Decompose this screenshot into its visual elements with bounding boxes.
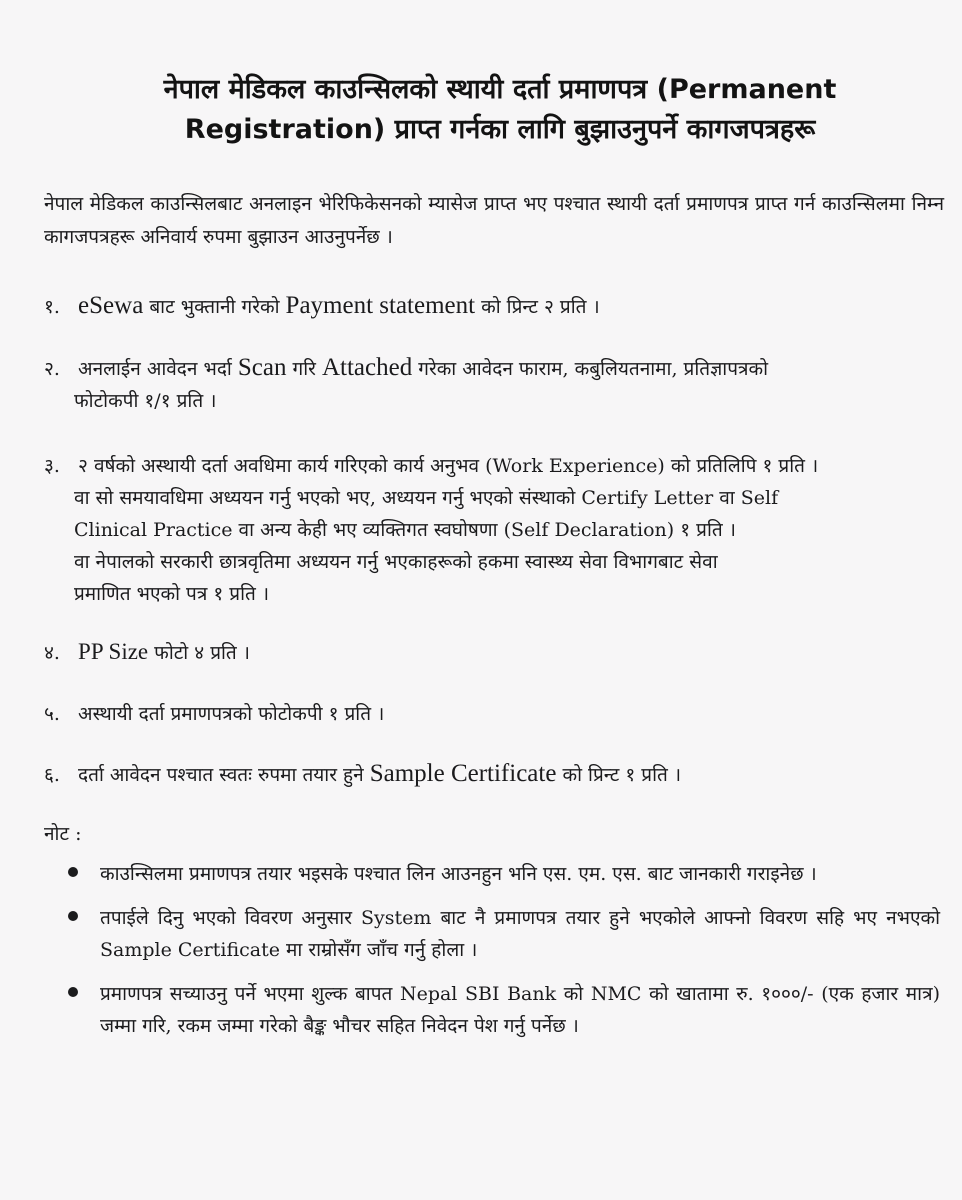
item-text: अनलाईन आवेदन भर्दा	[78, 358, 238, 380]
item-number: २.	[44, 358, 60, 380]
note-text: काउन्सिलमा प्रमाणपत्र तयार भइसके पश्चात लिन आउनहुन भनि एस. एम. एस. बाट जानकारी गराइनेछ ।	[100, 863, 817, 885]
title-line-1: नेपाल मेडिकल काउन्सिलको स्थायी दर्ता प्रमाणपत्र (Permanent	[163, 74, 837, 105]
item-text-en: PP Size	[78, 639, 149, 664]
item-text: फोटोकपी १/१ प्रति ।	[74, 390, 217, 412]
item-text: को प्रिन्ट २ प्रति ।	[475, 296, 600, 318]
item-text: दर्ता आवेदन पश्चात स्वतः रुपमा तयार हुने	[78, 764, 370, 786]
title-line-2: Registration) प्राप्त गर्नका लागि बुझाउनुपर्ने कागजपत्रहरू	[184, 114, 816, 145]
list-item-6	[44, 758, 949, 791]
item-text-en: Scan	[237, 354, 287, 381]
item-text: Clinical Practice वा अन्य केही भए व्यक्तिगत स्वघोषणा (Self Declaration) १ प्रति ।	[74, 519, 736, 541]
item-number: ६.	[44, 764, 60, 786]
list-item-3	[44, 450, 949, 610]
list-item-2	[44, 352, 949, 417]
list-item-5	[44, 698, 949, 730]
note-list	[68, 858, 940, 1054]
list-item-4	[44, 636, 949, 669]
bullet-icon	[68, 867, 78, 877]
item-text-en: Sample Certificate	[369, 760, 557, 787]
item-text: वा नेपालको सरकारी छात्रवृतिमा अध्ययन गर्नु भएकाहरूको हकमा स्वास्थ्य सेवा विभागबाट सेवा	[74, 551, 718, 573]
note-item	[68, 858, 940, 890]
item-text: २ वर्षको अस्थायी दर्ता अवधिमा कार्य गरिएको कार्य अनुभव (Work Experience) को प्रतिलिपि १ प्रति ।	[78, 455, 819, 477]
item-text: को प्रिन्ट १ प्रति ।	[556, 764, 682, 786]
item-number: ५.	[44, 703, 60, 725]
item-number: १.	[44, 296, 60, 318]
bullet-icon	[68, 987, 78, 997]
item-number: ४.	[44, 642, 60, 664]
note-text: तपाईले दिनु भएको विवरण अनुसार System बाट नै प्रमाणपत्र तयार हुने भएकोले आफ्नो विवरण सहि भए नभएको Sample Certificate मा राम्रोसँग जाँच गर्नु होला ।	[100, 907, 940, 961]
intro-paragraph: नेपाल मेडिकल काउन्सिलबाट अनलाइन भेरिफिकेसनको म्यासेज प्राप्त भए पश्चात स्थायी दर्ता प्रमाणपत्र प्राप्त गर्न काउन्सिलमा निम्न कागजपत्रहरू अनिवार्य रुपमा बुझाउन आउनुपर्नेछ ।	[44, 193, 944, 248]
bullet-icon	[68, 911, 78, 921]
note-item	[68, 902, 940, 966]
item-text: गरि	[286, 358, 322, 380]
item-text: फोटो ४ प्रति ।	[148, 642, 250, 664]
item-text: प्रमाणित भएको पत्र १ प्रति ।	[74, 583, 270, 605]
item-text: बाट भुक्तानी गरेको	[143, 296, 286, 318]
item-text-en: Payment statement	[285, 292, 476, 319]
item-text: गरेका आवेदन फाराम, कबुलियतनामा, प्रतिज्ञापत्रको	[412, 358, 768, 380]
item-text: अस्थायी दर्ता प्रमाणपत्रको फोटोकपी १ प्रति ।	[78, 703, 385, 725]
item-text-en: eSewa	[78, 292, 144, 319]
note-label: नोट :	[44, 823, 82, 845]
page-title	[120, 70, 880, 150]
note-item	[68, 978, 940, 1042]
list-item-1	[44, 290, 949, 323]
item-text: वा सो समयावधिमा अध्ययन गर्नु भएको भए, अध्ययन गर्नु भएको संस्थाको Certify Letter वा Self	[74, 487, 779, 509]
note-text: प्रमाणपत्र सच्याउनु पर्ने भएमा शुल्क बापत Nepal SBI Bank को NMC को खातामा रु. १०००/- (एक हजार मात्र) जम्मा गरि, रकम जम्मा गरेको बैङ्क भौचर सहित निवेदन पेश गर्नु पर्नेछ ।	[100, 983, 940, 1037]
item-number: ३.	[44, 455, 60, 477]
item-text-en: Attached	[321, 354, 413, 381]
